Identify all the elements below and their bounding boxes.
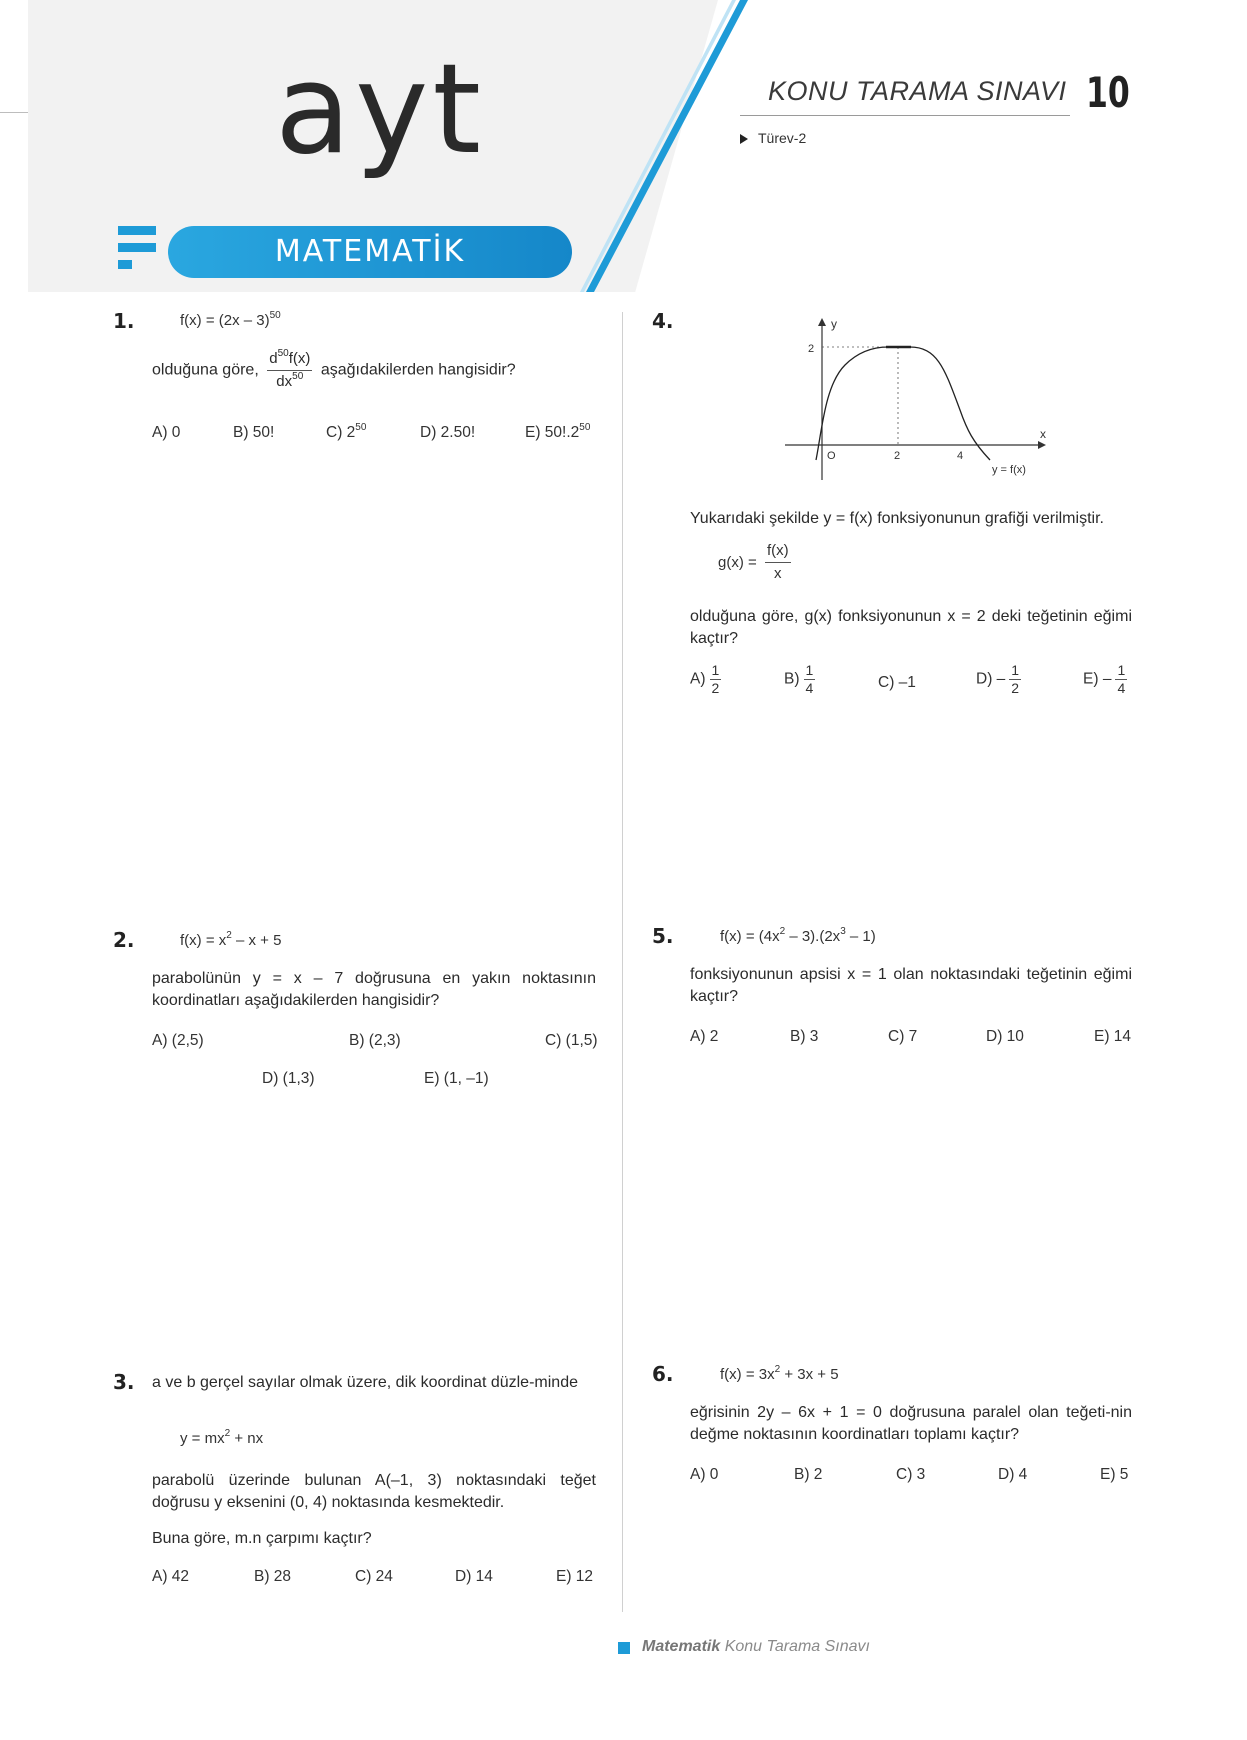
function-graph (770, 310, 1050, 485)
option-d[interactable]: D) (1,3) (262, 1070, 315, 1087)
option-e[interactable]: E) (1, –1) (424, 1070, 489, 1087)
question-formula: $f(x) = (4x^2 - 3).(2x^3 - 1)$ (720, 926, 876, 945)
question-formula: f(x) = (2x – 3)$^{50}$ (180, 310, 281, 329)
question-number: 5. (652, 924, 674, 948)
y-tick-label: 2 (808, 343, 815, 355)
question-text: parabolü üzerinde bulunan A(–1, 3) noktasındaki teğet doğrusu y eksenini (0, 4) noktasında kesmektedir. (152, 1472, 596, 1511)
footer-text: Matematik Konu Tarama Sınavı (642, 1638, 870, 1655)
question-prompt: Buna göre, m.n çarpımı kaçtır? (152, 1530, 372, 1547)
question-formula: $f(x) = 3x^2 + 3x + 5$ (720, 1364, 839, 1383)
exam-title: KONU TARAMA SINAVI (768, 76, 1067, 106)
option-e[interactable]: E) 12 (556, 1568, 594, 1585)
option-c[interactable]: C) –1 (878, 674, 916, 691)
option-e[interactable]: E) $50!.2^{50}$ (525, 422, 591, 441)
brand-logo-text: ayt (275, 38, 485, 182)
header-rule (0, 112, 28, 113)
option-a[interactable]: A) $\frac{1}{2}$ (690, 662, 720, 696)
question-number: 4. (652, 309, 674, 333)
question-formula: g(x) = $\frac{f(x)}{x}$ (718, 540, 795, 585)
question-number: 2. (113, 928, 135, 952)
option-b[interactable]: B) (2,3) (349, 1032, 401, 1049)
question-text: olduğuna göre, $\frac{d^{50}f(x)}{dx^{50}}$ aşağıdakilerden hangisidir? (152, 348, 516, 393)
option-d[interactable]: D) 10 (986, 1028, 1024, 1045)
option-c[interactable]: C) 7 (888, 1028, 918, 1045)
option-b[interactable]: B) 28 (254, 1568, 292, 1585)
option-d[interactable]: D) – $\frac{1}{2}$ (976, 662, 1020, 696)
option-d[interactable]: D) 2.50! (420, 424, 476, 441)
y-axis-arrow-icon (818, 318, 826, 326)
brand-logo-icon (118, 226, 158, 269)
column-divider (622, 312, 623, 1612)
header-slash (560, 0, 760, 292)
option-a[interactable]: A) 0 (152, 424, 181, 441)
topic-label: Türev-2 (740, 130, 806, 146)
question-text: olduğuna göre, g(x) fonksiyonunun x = 2 deki teğetinin eğimi kaçtır? (690, 608, 1132, 647)
exam-title-rule (740, 115, 1070, 116)
option-d[interactable]: D) 4 (998, 1466, 1028, 1483)
option-b[interactable]: B) 2 (794, 1466, 823, 1483)
curve-label: y = f(x) (992, 464, 1026, 476)
derivative-fraction: $\frac{d^{50}f(x)}{dx^{50}}$ (269, 348, 311, 390)
y-axis-label: y (831, 317, 837, 331)
option-b[interactable]: B) 50! (233, 424, 275, 441)
question-formula: $y = mx^2$ + nx (180, 1428, 264, 1447)
exam-number: 10 (1086, 68, 1130, 117)
option-c[interactable]: C) 3 (896, 1466, 926, 1483)
question-number: 1. (113, 309, 135, 333)
option-b[interactable]: B) 3 (790, 1028, 819, 1045)
question-text: fonksiyonunun apsisi x = 1 olan noktasındaki teğetinin eğimi kaçtır? (690, 966, 1132, 1005)
question-text: a ve b gerçel sayılar olmak üzere, dik koordinat düzle-minde (152, 1374, 578, 1391)
question-formula: $f(x) = x^2 - x + 5$ (180, 930, 282, 949)
x-tick-label: 4 (957, 450, 964, 462)
option-a[interactable]: A) 0 (690, 1466, 719, 1483)
option-b[interactable]: B) $\frac{1}{4}$ (784, 662, 814, 696)
option-d[interactable]: D) 14 (455, 1568, 493, 1585)
option-c[interactable]: C) 24 (355, 1568, 393, 1585)
question-text: parabolünün y = x – 7 doğrusuna en yakın noktasının koordinatları aşağıdakilerden hangisidir? (152, 970, 596, 1009)
option-c[interactable]: C) (1,5) (545, 1032, 598, 1049)
footer-square-icon (618, 1642, 630, 1654)
option-a[interactable]: A) 2 (690, 1028, 719, 1045)
origin-label: O (827, 450, 836, 462)
question-number: 6. (652, 1362, 674, 1386)
x-axis-arrow-icon (1038, 441, 1046, 449)
subject-badge: MATEMATİK (168, 226, 572, 278)
option-e[interactable]: E) 14 (1094, 1028, 1132, 1045)
g-fraction: $\frac{f(x)}{x}$ (766, 542, 789, 582)
option-e[interactable]: E) – $\frac{1}{4}$ (1083, 662, 1126, 696)
x-tick-label: 2 (894, 450, 901, 462)
function-curve (816, 347, 990, 460)
option-c[interactable]: C) $2^{50}$ (326, 422, 367, 441)
x-axis-label: x (1040, 427, 1046, 441)
question-text: eğrisinin 2y – 6x + 1 = 0 doğrusuna paralel olan teğeti-nin değme noktasının koordinatları toplamı kaçtır? (690, 1404, 1132, 1443)
question-text: Yukarıdaki şekilde y = f(x) fonksiyonunun grafiği verilmiştir. (690, 510, 1104, 527)
triangle-bullet-icon (740, 134, 748, 144)
option-e[interactable]: E) 5 (1100, 1466, 1129, 1483)
option-a[interactable]: A) 42 (152, 1568, 190, 1585)
question-number: 3. (113, 1370, 135, 1394)
option-a[interactable]: A) (2,5) (152, 1032, 204, 1049)
